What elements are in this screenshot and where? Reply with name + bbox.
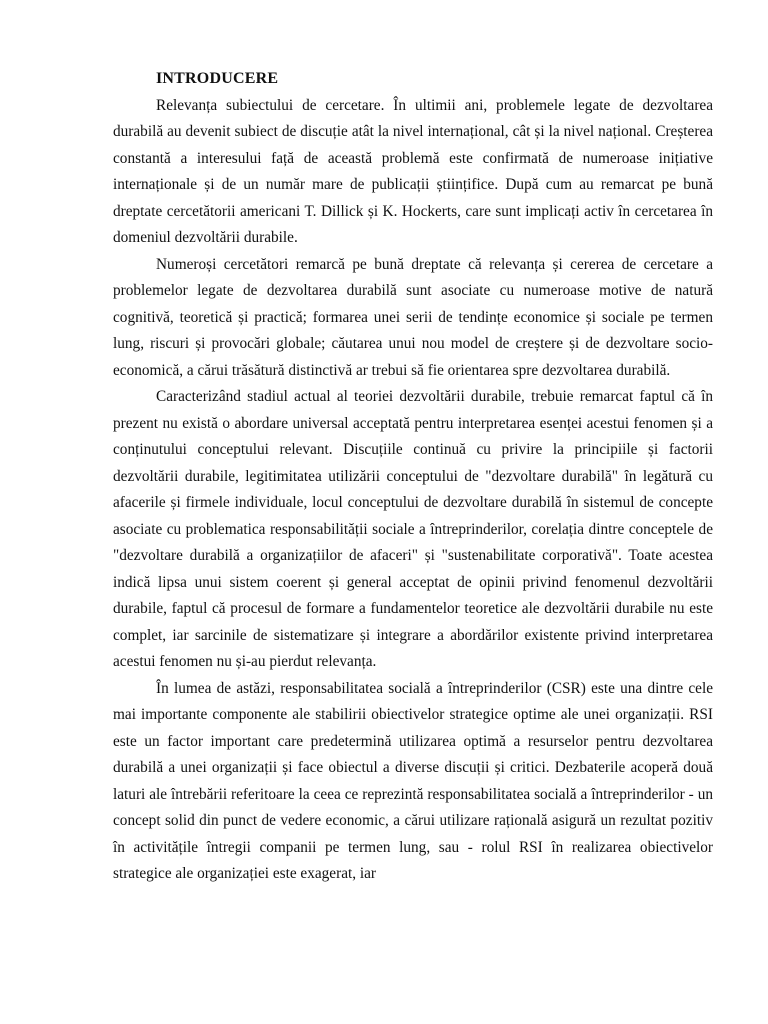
paragraph-researchers: Numeroși cercetători remarcă pe bună dreptate că relevanța și cererea de cercetare a problemelor legate de dezvoltarea durabilă sunt asociate cu numeroase motive de natură cognitivă, teoretică și practică; formarea unei serii de tendințe economice și sociale pe termen lung, riscuri și provocări globale; căutarea unui nou model de creștere și de dezvoltare socio-economică, a cărui trăsătură distinctivă ar trebui să fie orientarea spre dezvoltarea durabilă. [113, 255, 713, 379]
paragraph-csr: În lumea de astăzi, responsabilitatea socială a întreprinderilor (CSR) este una dintre cele mai importante componente ale stabilirii obiectivelor strategice optime ale unei organizații. RSI este un factor important care predetermină utilizarea optimă a resurselor pentru dezvoltarea durabilă a unei organizații și face obiectul a diverse discuții și critici. Dezbaterile acoperă două laturi ale întrebării referitoare la ceea ce reprezintă responsabilitatea socială a întreprinderilor - un concept solid din punct de vedere economic, a cărui utilizare rațională asigură un rezultat pozitiv în activitățile întregii companii pe termen lung, sau - rolul RSI în realizarea obiectivelor strategice ale organizației este exagerat, iar [113, 679, 713, 882]
document-body [113, 66, 713, 888]
paragraph-relevance: Relevanța subiectului de cercetare. În ultimii ani, problemele legate de dezvoltarea durabilă au devenit subiect de discuție atât la nivel internațional, cât și la nivel național. Creșterea constantă a interesului față de această problemă este confirmată de numeroase inițiative internaționale și de un număr mare de publicații științifice. După cum au remarcat pe bună dreptate cercetătorii americani T. Dillick și K. Hockerts, care sunt implicați activ în cercetarea în domeniul dezvoltării durabile. [113, 96, 713, 246]
paragraph-current-state: Caracterizând stadiul actual al teoriei dezvoltării durabile, trebuie remarcat faptul că în prezent nu există o abordare universal acceptată pentru interpretarea esenței acestui fenomen și a conținutului conceptului relevant. Discuțiile continuă cu privire la principiile și factorii dezvoltării durabile, legitimitatea utilizării conceptului de "dezvoltare durabilă" în legătură cu afacerile și firmele individuale, locul conceptului de dezvoltare durabilă în sistemul de concepte asociate cu problematica responsabilității sociale a întreprinderilor, corelația dintre conceptele de "dezvoltare durabilă a organizațiilor de afaceri" și "sustenabilitate corporativă". Toate acestea indică lipsa unui sistem coerent și general acceptat de opinii privind fenomenul dezvoltării durabile, faptul că procesul de formare a fundamentelor teoretice ale dezvoltării durabile nu este complet, iar sarcinile de sistematizare și integrare a abordărilor existente privind interpretarea acestui fenomen nu și-au pierdut relevanța. [113, 388, 713, 670]
section-heading: INTRODUCERE [156, 70, 279, 87]
